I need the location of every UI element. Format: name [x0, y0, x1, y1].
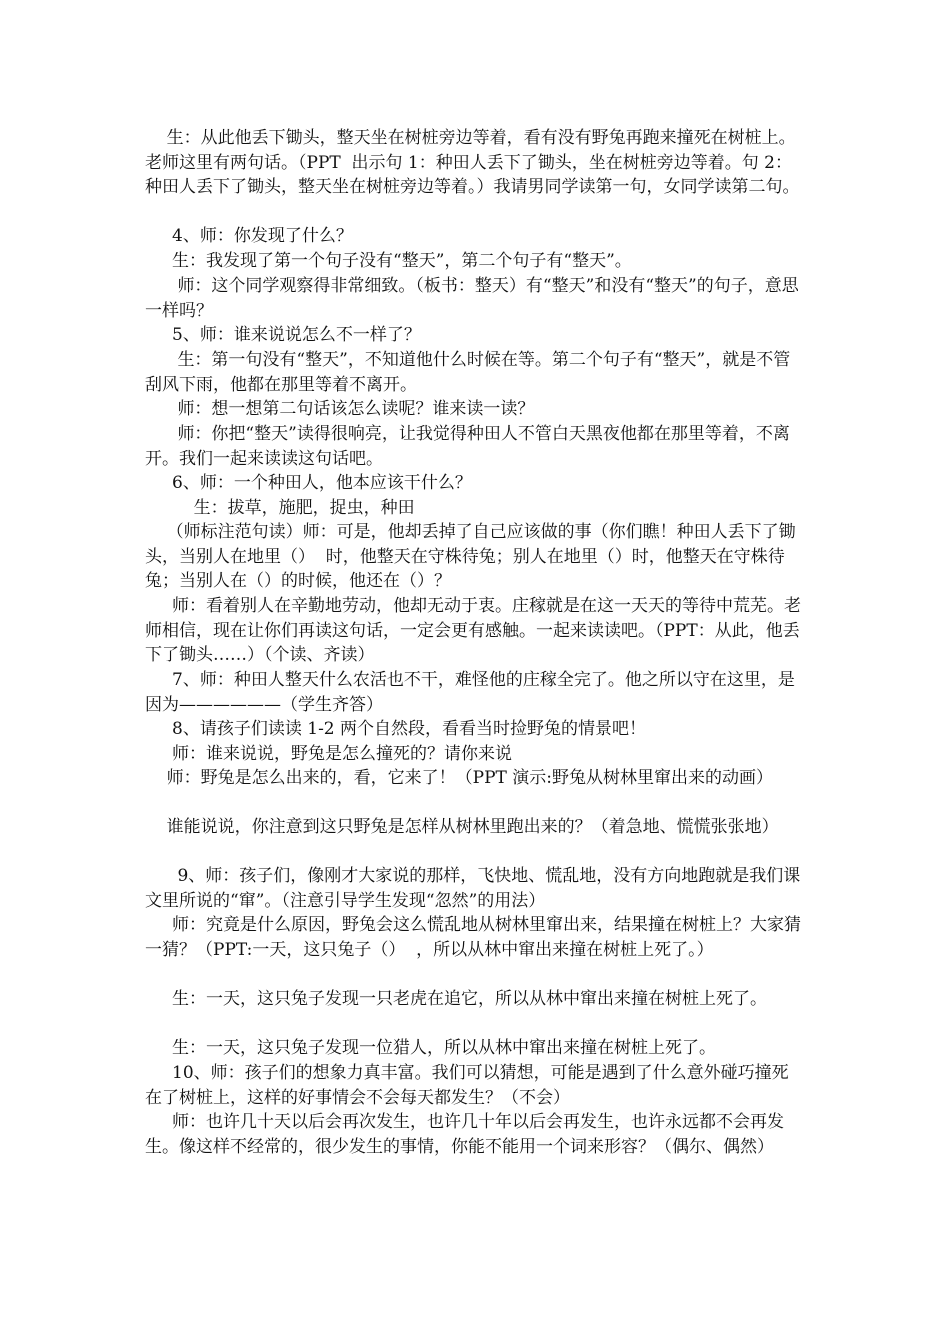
paragraph-teacher-observes: 师：这个同学观察得非常细致。（板书：整天）有“整天”和没有“整天”的句子，意思一样吗？: [145, 276, 799, 321]
paragraph-question-4: 4、师：你发现了什么？: [145, 226, 353, 246]
paragraph-student-answer-4: 生：我发现了第一个句子没有“整天”，第二个句子有“整天”。: [145, 251, 632, 271]
paragraph-teacher-model-sentence: （师标注范句读）师：可是，他却丢掉了自己应该做的事（你们瞧！种田人丢下了锄头，当别人在地里（） 时，他整天在守株待兔；别人在地里（）时，他整天在守株待兔；当别人在（）的时候，他还在（）？: [145, 522, 796, 591]
paragraph-teacher-indifferent: 师：看着别人在辛勤地劳动，他却无动于衷。庄稼就是在这一天天的等待中荒芜。老师相信，现在让你们再读这句话，一定会更有感触。一起来读读吧。（PPT：从此，他丢下了锄头……）（个读、齐读）: [145, 596, 802, 665]
paragraph-question-6: 6、师：一个种田人，他本应该干什么？: [145, 473, 472, 493]
paragraph-student-answer-6: 生：拔草，施肥，捉虫，种田: [145, 498, 415, 518]
paragraph-teacher-rabbit-appears: 师：野兔是怎么出来的，看，它来了！（PPT 演示:野兔从树林里窜出来的动画）: [145, 768, 773, 788]
paragraph-question-9: 9、师：孩子们，像刚才大家说的那样，飞快地、慌乱地，没有方向地跑就是我们课文里所说的“窜”。（注意引导学生发现“忽然”的用法）: [145, 866, 801, 911]
paragraph-student-dropped-hoe: 生：从此他丢下锄头，整天坐在树桩旁边等着，看有没有野兔再跑来撞死在树桩上。老师这里有两句话。（PPT 出示句 1：种田人丢下了锄头，坐在树桩旁边等着。句 2：种田人丢下了锄头，整天坐在树桩旁边等着。）我请男同学读第一句，女同学读第二句。: [145, 128, 800, 197]
paragraph-who-noticed: 谁能说说，你注意到这只野兔是怎样从树林里跑出来的？（着急地、慌慌张张地）: [145, 817, 779, 837]
paragraph-question-7: 7、师：种田人整天什么农活也不干，难怪他的庄稼全完了。他之所以守在这里，是因为——————（学生齐答）: [145, 670, 795, 715]
paragraph-question-10: 10、师：孩子们的想象力真丰富。我们可以猜想，可能是遇到了什么意外碰巧撞死在了树桩上，这样的好事情会不会每天都发生？（不会）: [145, 1063, 789, 1108]
paragraph-question-8: 8、请孩子们读读 1-2 两个自然段，看看当时捡野兔的情景吧！: [145, 719, 647, 739]
paragraph-student-tiger: 生：一天，这只兔子发现一只老虎在追它，所以从林中窜出来撞在树桩上死了。: [145, 989, 768, 1009]
paragraph-teacher-guess-reason: 师：究竟是什么原因，野兔会这么慌乱地从树林里窜出来，结果撞在树桩上？大家猜一猜？（PPT:一天，这只兔子（） ，所以从林中窜出来撞在树桩上死了。）: [145, 915, 802, 960]
paragraph-student-hunter: 生：一天，这只兔子发现一位猎人，所以从林中窜出来撞在树桩上死了。: [145, 1038, 717, 1058]
paragraph-teacher-how-died: 师：谁来说说，野兔是怎么撞死的？请你来说: [145, 744, 513, 764]
paragraph-teacher-how-to-read: 师：想一想第二句话该怎么读呢？谁来读一读？: [145, 399, 535, 419]
paragraph-teacher-read-loudly: 师：你把“整天”读得很响亮，让我觉得种田人不管白天黑夜他都在那里等着，不离开。我们一起来读读这句话吧。: [145, 424, 790, 469]
paragraph-teacher-rarely-happens: 师：也许几十天以后会再次发生，也许几十年以后会再发生，也许永远都不会再发生。像这样不经常的，很少发生的事情，你能不能用一个词来形容？（偶尔、偶然）: [145, 1112, 785, 1157]
paragraph-question-5: 5、师：谁来说说怎么不一样了？: [145, 325, 421, 345]
paragraph-student-answer-5: 生：第一句没有“整天”，不知道他什么时候在等。第二个句子有“整天”，就是不管刮风下雨，他都在那里等着不离开。: [145, 350, 791, 395]
